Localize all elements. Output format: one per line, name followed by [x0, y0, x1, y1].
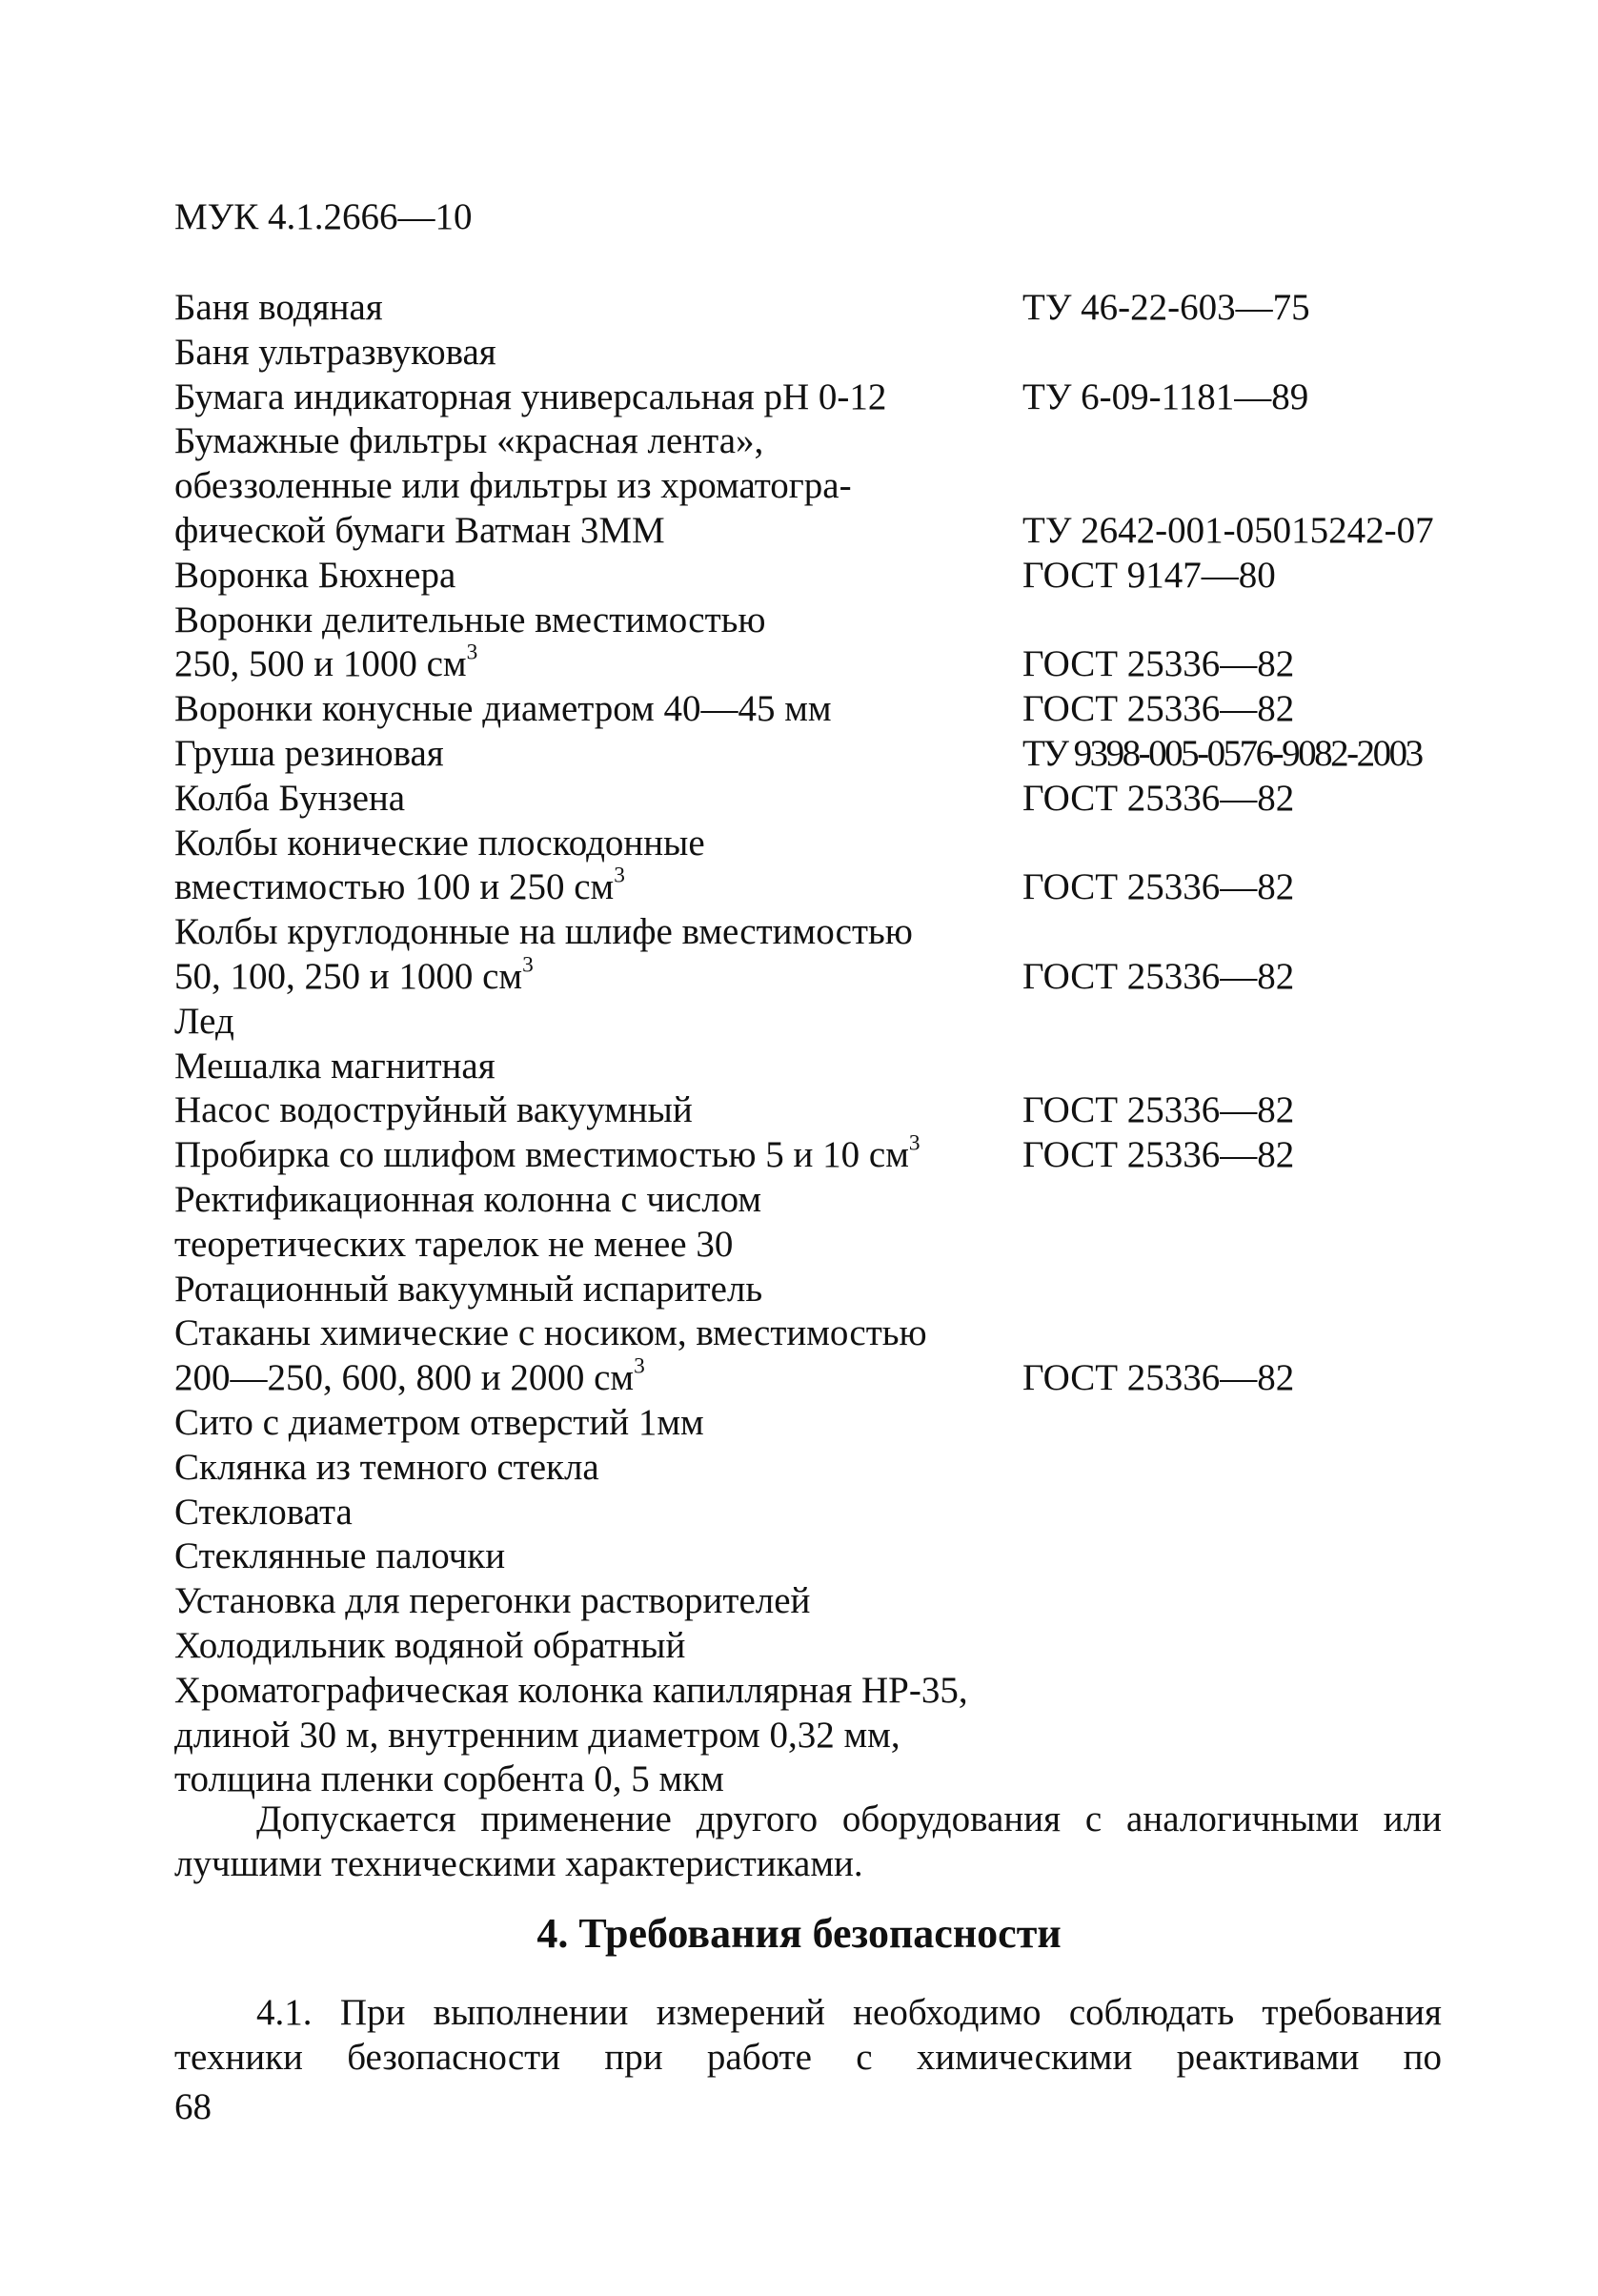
page-number: 68	[174, 2086, 212, 2127]
equipment-row	[174, 952, 1442, 1000]
equipment-standard: ТУ 9398-005-0576-9082-2003	[1022, 732, 1422, 774]
equipment-row	[174, 1000, 1442, 1045]
equipment-standard: ГОСТ 25336—82	[1022, 1357, 1295, 1399]
equipment-name-text: Колбы круглодонные на шлифе вместимостью	[174, 911, 913, 953]
equipment-name	[174, 1268, 762, 1312]
equipment-name-text: Колба Бунзена	[174, 777, 406, 819]
equipment-name	[174, 1223, 733, 1268]
equipment-name	[174, 1130, 920, 1178]
equipment-name	[174, 910, 913, 955]
unit-superscript: 3	[614, 863, 625, 888]
equipment-standard: ГОСТ 25336—82	[1022, 866, 1295, 908]
equipment-row	[174, 286, 1442, 331]
equipment-list	[174, 286, 1442, 1802]
equipment-name	[174, 865, 625, 910]
equipment-name-text: длиной 30 м, внутренним диаметром 0,32 мм,	[174, 1714, 900, 1756]
equipment-row	[174, 1045, 1442, 1089]
equipment-row	[174, 419, 1442, 464]
equipment-row	[174, 1223, 1442, 1268]
equipment-name	[174, 642, 477, 687]
equipment-standard: ГОСТ 25336—82	[1022, 955, 1295, 997]
equipment-row	[174, 1268, 1442, 1312]
equipment-name	[174, 822, 705, 866]
equipment-row	[174, 642, 1442, 687]
equipment-row	[174, 1178, 1442, 1223]
equipment-name	[174, 1669, 968, 1714]
safety-paragraph: 4.1. При выполнении измерений необходимо соблюдать требования техники безопасности при работе с химическими реактивами по	[174, 1992, 1442, 2078]
equipment-row	[174, 1446, 1442, 1491]
equipment-name-text: 50, 100, 250 и 1000 см	[174, 955, 523, 997]
equipment-name	[174, 732, 444, 777]
equipment-row	[174, 1353, 1442, 1401]
equipment-name	[174, 1045, 496, 1089]
equipment-name-text: Насос водоструйный вакуумный	[174, 1089, 693, 1131]
document-code-header: МУК 4.1.2666—10	[174, 196, 473, 237]
equipment-name-text: Лед	[174, 1000, 234, 1042]
equipment-name-text: Склянка из темного стекла	[174, 1446, 599, 1488]
equipment-row	[174, 554, 1442, 599]
equipment-name	[174, 1088, 693, 1133]
equipment-row	[174, 1669, 1442, 1714]
equipment-row	[174, 1624, 1442, 1669]
unit-superscript: 3	[466, 640, 478, 665]
equipment-name	[174, 777, 405, 822]
equipment-name-text: Ректификационная колонна с числом	[174, 1178, 762, 1220]
equipment-row	[174, 1130, 1442, 1178]
equipment-name-text: обеззоленные или фильтры из хроматогра-	[174, 465, 852, 507]
equipment-name-text: Колбы конические плоскодонные	[174, 822, 705, 864]
equipment-row	[174, 777, 1442, 822]
equipment-row	[174, 1088, 1442, 1133]
section-title: 4. Требования безопасности	[536, 1910, 1062, 1957]
equipment-name-text: 250, 500 и 1000 см	[174, 643, 467, 685]
equipment-name	[174, 1446, 599, 1491]
equipment-name-text: Ротационный вакуумный испаритель	[174, 1268, 763, 1310]
equipment-standard: ТУ 6-09-1181—89	[1022, 376, 1309, 417]
equipment-name	[174, 952, 534, 1000]
equipment-name-text: Стеклянные палочки	[174, 1535, 506, 1577]
equipment-name	[174, 687, 832, 732]
equipment-name	[174, 1624, 685, 1669]
equipment-name-text: Груша резиновая	[174, 732, 444, 774]
equipment-name-text: Баня ультразвуковая	[174, 331, 496, 373]
equipment-standard: ТУ 46-22-603—75	[1022, 287, 1310, 328]
equipment-row	[174, 464, 1442, 509]
equipment-row	[174, 732, 1442, 777]
equipment-name	[174, 554, 455, 599]
unit-superscript: 3	[634, 1353, 645, 1379]
equipment-row	[174, 1491, 1442, 1535]
equipment-row	[174, 331, 1442, 376]
equipment-name-text: толщина пленки сорбента 0, 5 мкм	[174, 1758, 724, 1800]
equipment-name	[174, 286, 383, 331]
equipment-name	[174, 1534, 505, 1579]
equipment-name	[174, 464, 852, 509]
equipment-row	[174, 687, 1442, 732]
equipment-row	[174, 1714, 1442, 1758]
equipment-name	[174, 599, 766, 643]
equipment-name	[174, 1401, 704, 1446]
equipment-name-text: Воронки конусные диаметром 40—45 мм	[174, 688, 832, 730]
equipment-name	[174, 331, 496, 376]
equipment-standard: ГОСТ 25336—82	[1022, 1089, 1295, 1131]
equipment-name-text: Хроматографическая колонка капиллярная НР-35,	[174, 1669, 968, 1711]
equipment-name-text: фической бумаги Ватман 3ММ	[174, 509, 665, 551]
equipment-row	[174, 1579, 1442, 1624]
equipment-row	[174, 1311, 1442, 1356]
equipment-name-text: Воронки делительные вместимостью	[174, 599, 766, 640]
equipment-standard: ГОСТ 25336—82	[1022, 643, 1295, 685]
equipment-row	[174, 1401, 1442, 1446]
equipment-name-text: 200—250, 600, 800 и 2000 см	[174, 1357, 635, 1399]
equipment-name	[174, 1178, 761, 1223]
unit-superscript: 3	[908, 1130, 920, 1156]
equipment-row	[174, 1534, 1442, 1579]
equipment-row	[174, 865, 1442, 910]
equipment-name-text: Установка для перегонки растворителей	[174, 1580, 811, 1622]
equipment-name-text: вместимостью 100 и 250 см	[174, 866, 615, 908]
equipment-name	[174, 376, 886, 420]
unit-superscript: 3	[522, 952, 534, 978]
equipment-name	[174, 1491, 353, 1535]
equipment-name-text: Бумага индикаторная универсальная рН 0-12	[174, 376, 887, 417]
equipment-standard: ТУ 2642-001-05015242-07	[1022, 509, 1434, 551]
equipment-row	[174, 599, 1442, 643]
equipment-standard: ГОСТ 9147—80	[1022, 554, 1276, 596]
equipment-name	[174, 1353, 645, 1401]
equipment-standard: ГОСТ 25336—82	[1022, 777, 1295, 819]
equipment-name-text: Воронка Бюхнера	[174, 554, 456, 596]
equipment-name	[174, 1579, 810, 1624]
equipment-row	[174, 910, 1442, 955]
equipment-name-text: Стаканы химические с носиком, вместимостью	[174, 1312, 927, 1354]
equipment-row	[174, 509, 1442, 554]
equipment-row	[174, 376, 1442, 420]
equipment-name-text: Холодильник водяной обратный	[174, 1624, 686, 1666]
equipment-standard: ГОСТ 25336—82	[1022, 1134, 1295, 1176]
equipment-name-text: Стекловата	[174, 1491, 353, 1533]
equipment-row	[174, 822, 1442, 866]
equipment-name-text: Бумажные фильтры «красная лента»,	[174, 420, 764, 462]
equipment-standard: ГОСТ 25336—82	[1022, 688, 1295, 730]
equipment-name	[174, 509, 665, 554]
equipment-name-text: Баня водяная	[174, 287, 383, 328]
equipment-name	[174, 419, 763, 464]
equipment-name-text: Мешалка магнитная	[174, 1045, 496, 1087]
equipment-name	[174, 1311, 927, 1356]
equipment-name-text: Сито с диаметром отверстий 1мм	[174, 1401, 704, 1443]
equipment-name-text: Пробирка со шлифом вместимостью 5 и 10 см	[174, 1134, 909, 1176]
equipment-name-text: теоретических тарелок не менее 30	[174, 1223, 734, 1265]
equipment-name	[174, 1000, 234, 1045]
equipment-note: Допускается применение другого оборудования с аналогичными или лучшими техническими характеристиками.	[174, 1798, 1442, 1884]
equipment-name	[174, 1714, 900, 1758]
